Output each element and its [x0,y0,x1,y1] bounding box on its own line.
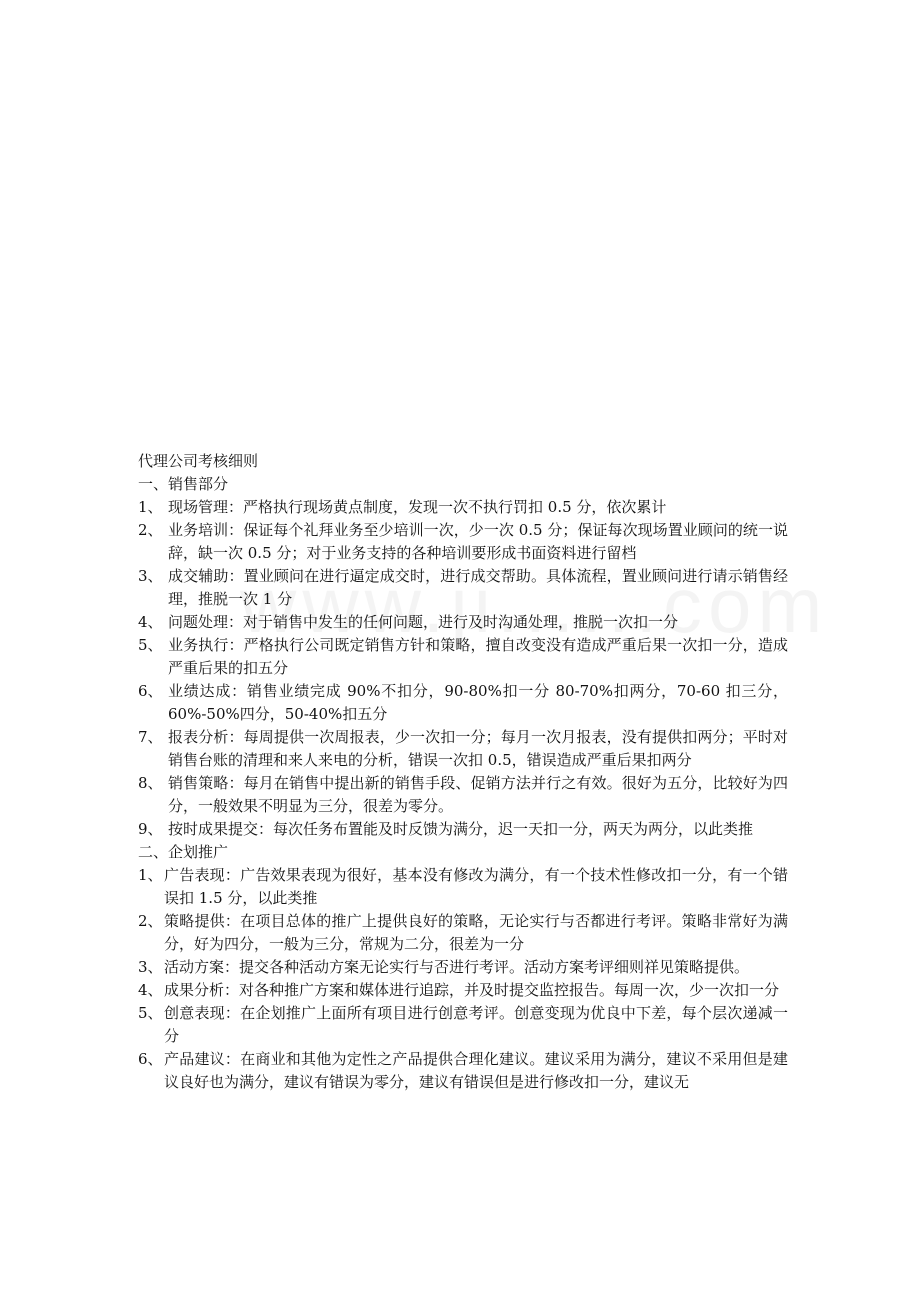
list-item [138,979,788,1002]
item-text: 产品建议：在商业和其他为定性之产品提供合理化建议。建议采用为满分，建议不采用但是建议良好也为满分，建议有错误为零分，建议有错误但是进行修改扣一分，建议无 [164,1050,788,1091]
list-item [138,726,788,772]
document-body [138,450,788,1094]
item-number: 2、 [138,521,163,539]
marketing-items-list [138,864,788,1094]
item-number: 3、 [138,958,163,976]
item-number: 5、 [138,1004,163,1022]
list-item [138,611,788,634]
list-item [138,772,788,818]
section-heading-sales: 一、销售部分 [138,475,229,493]
list-item [138,565,788,611]
item-text: 问题处理：对于销售中发生的任何问题，进行及时沟通处理，推脱一次扣一分 [168,613,679,631]
list-item [138,818,788,841]
item-number: 1、 [138,866,163,884]
item-text: 现场管理：严格执行现场黄点制度，发现一次不执行罚扣 0.5 分，依次累计 [168,498,667,516]
item-text: 成果分析：对各种推广方案和媒体进行追踪，并及时提交监控报告。每周一次，少一次扣一分 [164,981,780,999]
list-item [138,496,788,519]
item-text: 业绩达成：销售业绩完成 90%不扣分，90-80%扣一分 80-70%扣两分，70-60 扣三分，60%-50%四分，50-40%扣五分 [168,682,788,723]
item-number: 3、 [138,567,163,585]
item-text: 策略提供：在项目总体的推广上提供良好的策略，无论实行与否都进行考评。策略非常好为满分，好为四分，一般为三分，常规为二分，很差为一分 [164,912,788,953]
item-text: 成交辅助：置业顾问在进行逼定成交时，进行成交帮助。具体流程，置业顾问进行请示销售经理，推脱一次 1 分 [168,567,788,608]
list-item [138,864,788,910]
item-text: 业务培训：保证每个礼拜业务至少培训一次，少一次 0.5 分；保证每次现场置业顾问的统一说辞，缺一次 0.5 分；对于业务支持的各种培训要形成书面资料进行留档 [168,521,788,562]
item-number: 1、 [138,498,163,516]
item-number: 6、 [138,1050,163,1068]
item-text: 广告表现：广告效果表现为很好，基本没有修改为满分，有一个技术性修改扣一分，有一个错误扣 1.5 分，以此类推 [164,866,788,907]
item-number: 4、 [138,981,163,999]
item-number: 8、 [138,774,163,792]
document-title: 代理公司考核细则 [138,452,259,470]
list-item [138,1002,788,1048]
item-text: 销售策略：每月在销售中提出新的销售手段、促销方法并行之有效。很好为五分，比较好为四分，一般效果不明显为三分，很差为零分。 [168,774,788,815]
item-text: 按时成果提交：每次任务布置能及时反馈为满分，迟一天扣一分，两天为两分，以此类推 [168,820,754,838]
item-number: 6、 [138,682,163,700]
list-item [138,910,788,956]
item-number: 5、 [138,636,163,654]
item-text: 业务执行：严格执行公司既定销售方针和策略，擅自改变没有造成严重后果一次扣一分，造成严重后果的扣五分 [168,636,788,677]
item-text: 报表分析：每周提供一次周报表，少一次扣一分；每月一次月报表，没有提供扣两分；平时对销售台账的清理和来人来电的分析，错误一次扣 0.5，错误造成严重后果扣两分 [168,728,788,769]
item-number: 9、 [138,820,163,838]
list-item [138,680,788,726]
list-item [138,1048,788,1094]
item-number: 7、 [138,728,163,746]
item-text: 活动方案：提交各种活动方案无论实行与否进行考评。活动方案考评细则祥见策略提供。 [164,958,750,976]
list-item [138,519,788,565]
list-item [138,956,788,979]
item-number: 4、 [138,613,163,631]
section-heading-marketing: 二、企划推广 [138,843,229,861]
list-item [138,634,788,680]
sales-items-list [138,496,788,841]
item-text: 创意表现：在企划推广上面所有项目进行创意考评。创意变现为优良中下差，每个层次递减一分 [164,1004,788,1045]
item-number: 2、 [138,912,163,930]
